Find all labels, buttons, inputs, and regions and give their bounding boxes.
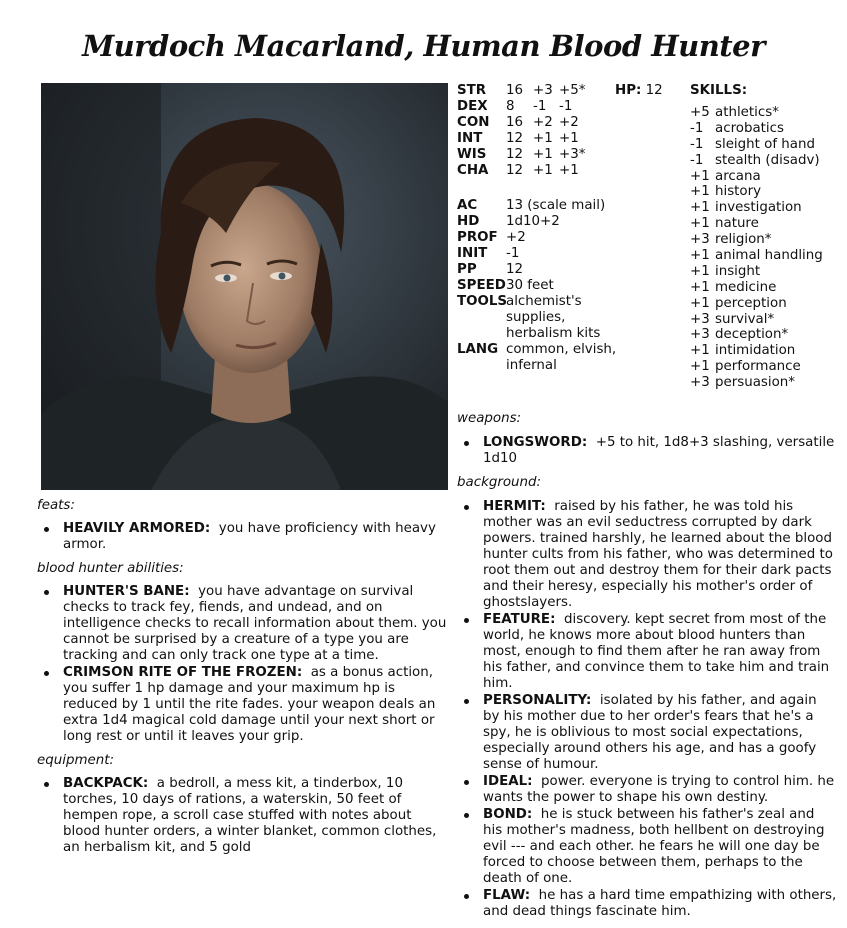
- equipment-heading: equipment:: [37, 753, 114, 768]
- skill-name: deception*: [715, 327, 789, 343]
- info-value: 12: [506, 262, 524, 277]
- ability-score: 16: [506, 115, 524, 130]
- ability-save: +3*: [559, 147, 586, 162]
- skill-name: history: [715, 184, 762, 200]
- page-title: Murdoch Macarland, Human Blood Hunter: [82, 29, 765, 63]
- skill-name: insight: [715, 263, 761, 279]
- skill-name: sleight of hand: [715, 136, 815, 152]
- info-value: common, elvish, infernal: [506, 342, 617, 373]
- skill-item: [690, 359, 840, 375]
- skill-item: [690, 375, 840, 391]
- skill-item: [690, 280, 840, 296]
- skill-name: medicine: [715, 279, 777, 295]
- ability-name: DEX: [457, 99, 488, 114]
- skill-item: [690, 137, 840, 153]
- item-name: HUNTER'S BANE:: [63, 584, 190, 599]
- skill-bonus: -1: [690, 152, 704, 168]
- skill-bonus: +3: [690, 375, 710, 391]
- skill-bonus: +1: [690, 168, 710, 184]
- item-text: a bedroll, a mess kit, a tinderbox, 10 torches, 10 days of rations, a waterskin, 50 feet of hempen rope, a scroll case stuffed with notes about blood hunter orders, a winter blanket, common clothes, an herbalism kit, and 5 gold: [63, 776, 437, 855]
- item-text: +5 to hit, 1d8+3 slashing, versatile 1d10: [483, 435, 835, 466]
- skill-item: [690, 121, 840, 137]
- skill-item: [690, 232, 840, 248]
- skill-name: perception: [715, 295, 787, 311]
- skill-name: acrobatics: [715, 120, 784, 136]
- skill-name: animal handling: [715, 248, 823, 264]
- item-text: raised by his father, he was told his mother was an evil seductress corrupted by dark powers. trained harshly, he learned about the blood hunter cults from his father, who was determined to root them out and destroy them for their dark pacts and their heresy, especially his mother's order of ghostslayers.: [483, 499, 833, 610]
- blood-hunter-list: [37, 584, 449, 745]
- item-text: power. everyone is trying to control him. he wants the power to shape his own destiny.: [483, 774, 835, 805]
- info-row: [457, 342, 617, 374]
- combat-info: [457, 198, 687, 374]
- item-name: IDEAL:: [483, 774, 533, 789]
- skill-bonus: +1: [690, 279, 710, 295]
- item-name: BOND:: [483, 807, 533, 822]
- skill-bonus: +1: [690, 184, 710, 200]
- skill-item: [690, 105, 840, 121]
- skill-item: [690, 327, 840, 343]
- portrait-image: [41, 83, 448, 490]
- info-row: [457, 278, 687, 294]
- list-item: [457, 774, 837, 806]
- info-value: 1d10+2: [506, 214, 560, 229]
- info-label: LANG: [457, 342, 499, 357]
- item-text: as a bonus action, you suffer 1 hp damage and your maximum hp is reduced by 1 until the rite fades. your weapon deals an extra 1d4 magical cold damage until your next short or long rest or until it leaves your grip.: [63, 665, 436, 744]
- weapons-heading: weapons:: [457, 411, 522, 426]
- ability-save: -1: [559, 99, 573, 114]
- item-text: isolated by his father, and again by his mother due to her order's fears that he's a spy, he is oblivious to most social expectations, especially around others his age, and has a goofy sense of humour.: [483, 693, 817, 772]
- skill-bonus: +3: [690, 327, 710, 343]
- info-label: SPEED: [457, 278, 506, 293]
- skill-name: athletics*: [715, 105, 779, 120]
- skills-list: [690, 83, 840, 391]
- ability-score: 8: [506, 99, 515, 114]
- ability-score: 12: [506, 147, 524, 162]
- feats-list: [37, 521, 449, 553]
- skill-item: [690, 200, 840, 216]
- item-text: he is stuck between his father's zeal and his mother's madness, both hellbent on destroying evil --- and each other. he fears he will one day be forced to choose between them, perhaps to the death of one.: [483, 807, 825, 886]
- ability-name: CON: [457, 115, 490, 130]
- skill-bonus: +1: [690, 359, 710, 375]
- skill-name: investigation: [715, 200, 802, 216]
- ability-mod: +1: [533, 147, 553, 162]
- ability-name: INT: [457, 131, 483, 146]
- info-value: 30 feet: [506, 278, 554, 293]
- info-row: [457, 246, 687, 262]
- skill-item: [690, 312, 840, 328]
- skill-item: [690, 296, 840, 312]
- ability-name: WIS: [457, 147, 487, 162]
- item-name: LONGSWORD:: [483, 435, 588, 450]
- ability-mod: +2: [533, 115, 553, 130]
- list-item: [457, 693, 837, 773]
- skill-bonus: -1: [690, 136, 704, 152]
- equipment-list: [37, 776, 449, 856]
- list-item: [37, 776, 449, 856]
- ability-mod: +3: [533, 83, 553, 98]
- item-text: he has a hard time empathizing with others, and dead things fascinate him.: [483, 888, 837, 919]
- skill-bonus: +5: [690, 105, 710, 120]
- info-row: [457, 198, 687, 214]
- item-name: BACKPACK:: [63, 776, 149, 791]
- skill-item: [690, 343, 840, 359]
- skill-item: [690, 169, 840, 185]
- info-row: [457, 214, 687, 230]
- skill-name: survival*: [715, 311, 775, 327]
- item-name: HERMIT:: [483, 499, 546, 514]
- character-portrait: [41, 83, 448, 490]
- skill-bonus: +1: [690, 200, 710, 216]
- list-item: [457, 888, 837, 920]
- skill-name: performance: [715, 359, 801, 375]
- blood-hunter-heading: blood hunter abilities:: [37, 561, 184, 576]
- info-row: [457, 294, 617, 342]
- info-value: 13 (scale mail): [506, 198, 606, 213]
- ability-name: CHA: [457, 163, 489, 178]
- right-column: [457, 411, 837, 928]
- list-item: [37, 584, 449, 664]
- skill-bonus: +3: [690, 232, 710, 248]
- skill-name: stealth (disadv): [715, 152, 820, 168]
- skill-item: [690, 264, 840, 280]
- skill-name: nature: [715, 216, 759, 232]
- ability-mod: -1: [533, 99, 547, 114]
- skill-bonus: +3: [690, 311, 710, 327]
- ability-score: 12: [506, 163, 524, 178]
- skill-name: religion*: [715, 232, 772, 248]
- item-name: FEATURE:: [483, 612, 556, 627]
- info-label: HD: [457, 214, 480, 229]
- left-column: [37, 498, 449, 864]
- list-item: [37, 521, 449, 553]
- hp-value: 12: [645, 83, 663, 98]
- item-text: you have advantage on survival checks to track fey, fiends, and undead, and on intelligence checks to recall information about them. you cannot be surprised by a creature of a type you are tracking and can only track one type at a time.: [63, 584, 447, 663]
- info-label: INIT: [457, 246, 488, 261]
- item-name: FLAW:: [483, 888, 531, 903]
- info-row: [457, 262, 687, 278]
- list-item: [457, 499, 837, 611]
- ability-score: 16: [506, 83, 524, 98]
- skill-bonus: +1: [690, 248, 710, 264]
- info-label: AC: [457, 198, 478, 213]
- item-text: discovery. kept secret from most of the world, he knows more about blood hunters than most, enough to find them after he ran away from his father, and convince them to take him and train him.: [483, 612, 830, 691]
- skill-bonus: +1: [690, 343, 710, 359]
- ability-score: 12: [506, 131, 524, 146]
- ability-save: +2: [559, 115, 579, 130]
- skill-name: intimidation: [715, 343, 796, 359]
- background-heading: background:: [457, 475, 542, 490]
- weapons-list: [457, 435, 837, 467]
- ability-mod: +1: [533, 131, 553, 146]
- ability-save: +1: [559, 131, 579, 146]
- info-value: -1: [506, 246, 520, 261]
- info-value: alchemist's supplies, herbalism kits: [506, 294, 601, 341]
- skill-name: arcana: [715, 168, 761, 184]
- skill-item: [690, 248, 840, 264]
- info-label: PP: [457, 262, 477, 277]
- skill-bonus: +1: [690, 263, 710, 279]
- skill-bonus: +1: [690, 295, 710, 311]
- ability-save: +1: [559, 163, 579, 178]
- hp-label: HP:: [615, 83, 642, 98]
- hit-points: [615, 83, 663, 99]
- background-list: [457, 499, 837, 920]
- feats-heading: feats:: [37, 498, 75, 513]
- ability-mod: +1: [533, 163, 553, 178]
- list-item: [37, 665, 449, 745]
- skill-item: [690, 216, 840, 232]
- list-item: [457, 435, 837, 467]
- list-item: [457, 807, 837, 887]
- info-label: TOOLS: [457, 294, 508, 309]
- info-value: +2: [506, 230, 526, 245]
- skill-item: [690, 153, 840, 169]
- item-name: HEAVILY ARMORED:: [63, 521, 211, 536]
- info-label: PROF: [457, 230, 498, 245]
- skill-item: [690, 184, 840, 200]
- skills-heading: SKILLS:: [690, 83, 748, 98]
- list-item: [457, 612, 837, 692]
- skill-bonus: -1: [690, 120, 704, 136]
- ability-name: STR: [457, 83, 487, 98]
- item-name: CRIMSON RITE OF THE FROZEN:: [63, 665, 303, 680]
- skill-name: persuasion*: [715, 375, 795, 391]
- item-name: PERSONALITY:: [483, 693, 592, 708]
- skill-bonus: +1: [690, 216, 710, 232]
- info-row: [457, 230, 687, 246]
- ability-save: +5*: [559, 83, 586, 98]
- item-text: you have proficiency with heavy armor.: [63, 521, 436, 552]
